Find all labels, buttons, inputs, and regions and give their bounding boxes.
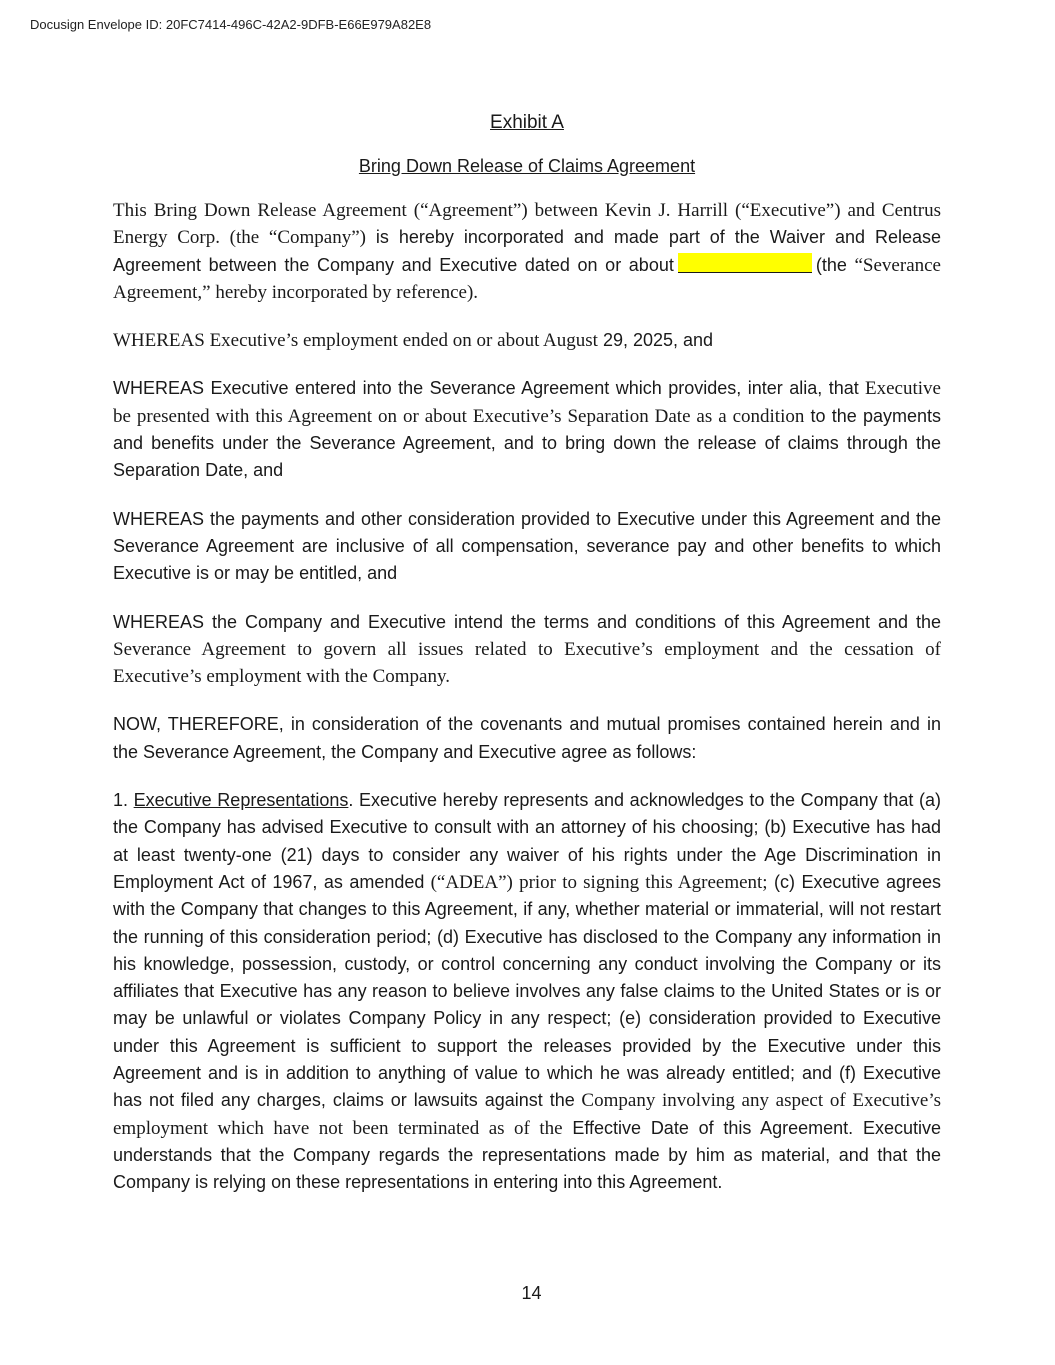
paragraph-whereas-employment (113, 327, 941, 354)
whereas-terms-a: WHEREAS the Company and Executive intend the terms and conditions of this Agreement and the (113, 611, 941, 632)
document-body (113, 112, 941, 1218)
whereas-severance-c: to the payments and benefits under the Severance Agreement, and to bring down the release of claims through the Separation Date, and (113, 405, 941, 481)
section-text-d: Company involving any aspect of Executive’s employment which have not been terminated as of the (113, 1090, 941, 1139)
date-blank-field[interactable] (678, 253, 812, 273)
section-heading: Executive Representations (133, 790, 349, 811)
section-text-e: Effective Date of this Agreement. Executive understands that the Company regards the representations made by him as material, and that the Company is relying on these representations in entering into this Agreement. (113, 1117, 941, 1193)
section-text-c: (c) Executive agrees with the Company that changes to this Agreement, if any, whether material or immaterial, will not restart the running of this consideration period; (d) Executive has disclosed to the Company any information in his knowledge, possession, custody, or control concerning any conduct involving the Company or its affiliates that Executive has any reason to believe involves any false claims to the United States or is or may be unlawful or violates Company Policy in any respect; (e) consideration provided to Executive under this Agreement is sufficient to support the releases provided by the Executive under this Agreement and is in addition to anything of value to which he was already entitled; and (f) Executive has not filed any charges, claims or lawsuits against the (113, 871, 941, 1111)
whereas-employment-a: WHEREAS Executive’s employment ended on or about August (113, 330, 598, 352)
whereas-severance-a: WHEREAS Executive entered into the Severance Agreement which provides, inter alia, that (113, 378, 859, 399)
intro-text-c: (the (815, 254, 847, 275)
paragraph-now-therefore: NOW, THEREFORE, in consideration of the covenants and mutual promises contained herein and in the Severance Agreement, the Company and Executive agree as follows: (113, 714, 941, 762)
section-text-a: . Executive hereby represents and acknowledges to the Company that (a) the Company has advised Executive to consult with an attorney of his choosing; (b) Executive has had at least twenty-one (21) days to consider any waiver of his rights under the Age Discrimination in Employment Act of 1967, as amended (113, 790, 941, 892)
intro-text-d: “Severance Agreement,” hereby incorporated by reference). (113, 254, 941, 303)
intro-text-a: This Bring Down Release Agreement (“Agreement”) between Kevin J. Harrill (“Executive”) and Centrus Energy Corp. (the “Company”) (113, 200, 941, 249)
whereas-severance-b: Executive be presented with this Agreement on or about Executive’s Separation Date as a condition (113, 378, 941, 427)
agreement-subtitle: Bring Down Release of Claims Agreement (358, 156, 696, 176)
section-number: 1. (113, 790, 134, 811)
paragraph-whereas-severance (113, 375, 941, 484)
section-text-b: (“ADEA”) prior to signing this Agreement; (424, 871, 768, 893)
paragraph-whereas-terms (113, 609, 941, 691)
envelope-id: Docusign Envelope ID: 20FC7414-496C-42A2-9DFB-E66E979A82E8 (30, 17, 432, 32)
paragraph-section-1 (113, 787, 941, 1196)
paragraph-whereas-payments: WHEREAS the payments and other consideration provided to Executive under this Agreement and the Severance Agreement are inclusive of all compensation, severance pay and other benefits to which Executive is or may be entitled, and (113, 508, 941, 584)
page-number: 14 (521, 1283, 542, 1303)
exhibit-title: Exhibit A (490, 112, 564, 133)
paragraph-intro (113, 197, 941, 306)
intro-text-b: is hereby incorporated and made part of the Waiver and Release Agreement between the Company and Executive dated on or about (113, 227, 941, 275)
whereas-terms-b: Severance Agreement to govern all issues related to Executive’s employment and the cessation of Executive’s employment with the Company. (113, 638, 941, 688)
whereas-employment-b: 29, 2025, and (597, 330, 714, 351)
